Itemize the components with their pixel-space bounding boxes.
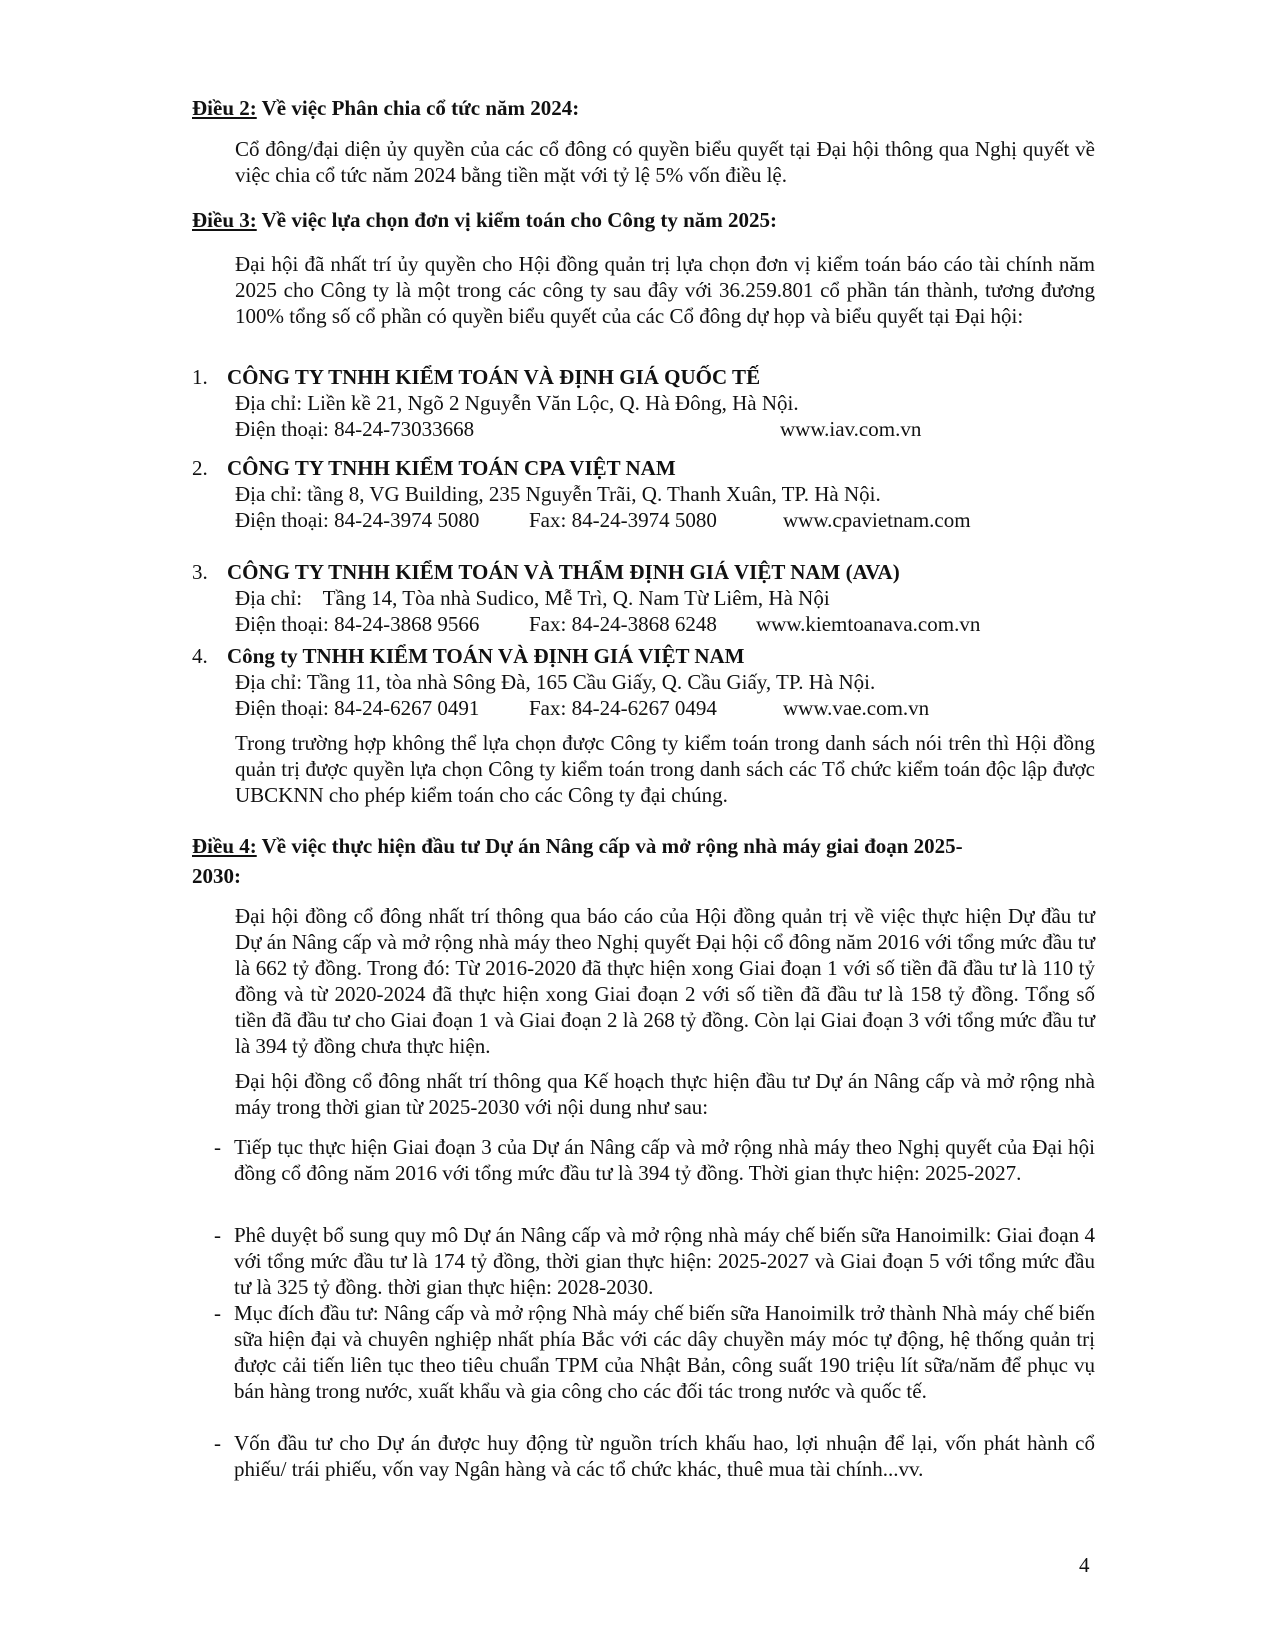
dieu3-closing-paragraph: Trong trường hợp không thể lựa chọn được Công ty kiểm toán trong danh sách nói trên thì Hội đồng quản trị được quyền lựa chọn Công ty kiểm toán trong danh sách các Tổ chức kiểm toán độc lập được UBCKNN cho phép kiểm toán cho các Công ty đại chúng. bbox=[235, 731, 1095, 807]
dieu2-title: Về việc Phân chia cổ tức năm 2024: bbox=[256, 96, 580, 120]
company-3-website: www.kiemtoanava.com.vn bbox=[756, 612, 981, 636]
company-3-address: Địa chỉ: Tầng 14, Tòa nhà Sudico, Mễ Trì, Q. Nam Từ Liêm, Hà Nội bbox=[235, 586, 830, 610]
company-1-name: CÔNG TY TNHH KIỂM TOÁN VÀ ĐỊNH GIÁ QUỐC TẾ bbox=[227, 365, 761, 389]
company-2-name: CÔNG TY TNHH KIỂM TOÁN CPA VIỆT NAM bbox=[227, 456, 676, 480]
dieu4-paragraph-1: Đại hội đồng cổ đông nhất trí thông qua báo cáo của Hội đồng quản trị về việc thực hiện Dự đầu tư Dự án Nâng cấp và mở rộng nhà máy theo Nghị quyết Đại hội cổ đông năm 2016 với tổng mức đầu tư là 662 tỷ đồng. Trong đó: Từ 2016-2020 đã thực hiện xong Giai đoạn 1 với số tiền đã đầu tư là 110 tỷ đồng và từ 2020-2024 đã thực hiện xong Giai đoạn 2 với số tiền đã đầu tư là 158 tỷ đồng. Tổng số tiền đã đầu tư cho Giai đoạn 1 và Giai đoạn 2 là 268 tỷ đồng. Còn lại Giai đoạn 3 với tổng mức đầu tư là 394 tỷ đồng chưa thực hiện. bbox=[235, 904, 1096, 1058]
dieu2-paragraph: Cổ đông/đại diện ủy quyền của các cổ đông có quyền biểu quyết tại Đại hội thông qua Nghị quyết về việc chia cổ tức năm 2024 bằng tiền mặt với tỷ lệ 5% vốn điều lệ. bbox=[235, 137, 1095, 187]
bullet-text: Vốn đầu tư cho Dự án được huy động từ nguồn trích khấu hao, lợi nhuận để lại, vốn phát hành cổ phiếu/ trái phiếu, vốn vay Ngân hàng và các tổ chức khác, thuê mua tài chính...vv. bbox=[234, 1431, 1095, 1481]
bullet-dash: - bbox=[214, 1301, 221, 1325]
bullet-dash: - bbox=[214, 1223, 221, 1247]
company-2-website: www.cpavietnam.com bbox=[783, 508, 971, 532]
company-1-number: 1. bbox=[192, 365, 208, 389]
company-3-number: 3. bbox=[192, 560, 208, 584]
company-3-fax: Fax: 84-24-3868 6248 bbox=[529, 612, 717, 636]
dieu2-heading bbox=[192, 93, 1092, 123]
company-2-number: 2. bbox=[192, 456, 208, 480]
company-3-phone: Điện thoại: 84-24-3868 9566 bbox=[235, 612, 480, 636]
dieu4-bullet-3 bbox=[214, 1300, 1095, 1404]
page-number: 4 bbox=[1079, 1553, 1090, 1577]
dieu4-title-line2: 2030: bbox=[192, 864, 241, 888]
dieu4-bullet-2 bbox=[214, 1222, 1095, 1300]
bullet-dash: - bbox=[214, 1431, 221, 1455]
bullet-dash: - bbox=[214, 1135, 221, 1159]
company-1-phone: Điện thoại: 84-24-73033668 bbox=[235, 417, 475, 441]
dieu4-paragraph-2: Đại hội đồng cổ đông nhất trí thông qua Kế hoạch thực hiện đầu tư Dự án Nâng cấp và mở rộng nhà máy trong thời gian từ 2025-2030 với nội dung như sau: bbox=[235, 1069, 1095, 1119]
company-4-phone: Điện thoại: 84-24-6267 0491 bbox=[235, 696, 480, 720]
dieu4-bullet-4 bbox=[214, 1430, 1095, 1482]
dieu4-title-line1: Về việc thực hiện đầu tư Dự án Nâng cấp và mở rộng nhà máy giai đoạn 2025- bbox=[256, 834, 963, 858]
dieu3-paragraph: Đại hội đã nhất trí ủy quyền cho Hội đồng quản trị lựa chọn đơn vị kiểm toán báo cáo tài chính năm 2025 cho Công ty là một trong các công ty sau đây với 36.259.801 cổ phần tán thành, tương đương 100% tổng số cổ phần có quyền biểu quyết của các Cổ đông dự họp và biểu quyết tại Đại hội: bbox=[235, 252, 1095, 328]
dieu4-label: Điều 4: bbox=[192, 834, 257, 858]
company-1-website: www.iav.com.vn bbox=[780, 417, 922, 441]
dieu3-title: Về việc lựa chọn đơn vị kiểm toán cho Công ty năm 2025: bbox=[256, 208, 778, 232]
bullet-text: Tiếp tục thực hiện Giai đoạn 3 của Dự án Nâng cấp và mở rộng nhà máy theo Nghị quyết của Đại hội đồng cổ đông năm 2016 với tổng mức đầu tư là 394 tỷ đồng. Thời gian thực hiện: 2025-2027. bbox=[234, 1135, 1095, 1185]
company-1-address: Địa chỉ: Liền kề 21, Ngõ 2 Nguyễn Văn Lộc, Q. Hà Đông, Hà Nội. bbox=[235, 391, 799, 415]
company-2-address: Địa chỉ: tầng 8, VG Building, 235 Nguyễn Trãi, Q. Thanh Xuân, TP. Hà Nội. bbox=[235, 482, 881, 506]
company-3-name: CÔNG TY TNHH KIỂM TOÁN VÀ THẨM ĐỊNH GIÁ VIỆT NAM (AVA) bbox=[227, 560, 900, 584]
company-4-website: www.vae.com.vn bbox=[783, 696, 930, 720]
company-2-fax: Fax: 84-24-3974 5080 bbox=[529, 508, 717, 532]
dieu3-label: Điều 3: bbox=[192, 208, 257, 232]
company-4-name: Công ty TNHH KIỂM TOÁN VÀ ĐỊNH GIÁ VIỆT NAM bbox=[227, 644, 745, 668]
company-4-fax: Fax: 84-24-6267 0494 bbox=[529, 696, 717, 720]
dieu2-label: Điều 2: bbox=[192, 96, 257, 120]
company-2-phone: Điện thoại: 84-24-3974 5080 bbox=[235, 508, 480, 532]
company-4-number: 4. bbox=[192, 644, 208, 668]
company-4-address: Địa chỉ: Tầng 11, tòa nhà Sông Đà, 165 Cầu Giấy, Q. Cầu Giấy, TP. Hà Nội. bbox=[235, 670, 876, 694]
dieu4-bullet-1 bbox=[214, 1134, 1095, 1186]
dieu3-heading bbox=[192, 205, 1092, 235]
bullet-text: Mục đích đầu tư: Nâng cấp và mở rộng Nhà máy chế biến sữa Hanoimilk trở thành Nhà máy chế biến sữa hiện đại và chuyên nghiệp nhất phía Bắc với các dây chuyền máy móc tự động, hệ thống quản trị được cải tiến liên tục theo tiêu chuẩn TPM của Nhật Bản, công suất 190 triệu lít sữa/năm để phục vụ bán hàng trong nước, xuất khẩu và gia công cho các đối tác trong nước và quốc tế. bbox=[234, 1301, 1095, 1403]
dieu4-heading bbox=[192, 831, 1092, 891]
bullet-text: Phê duyệt bổ sung quy mô Dự án Nâng cấp và mở rộng nhà máy chế biến sữa Hanoimilk: Giai đoạn 4 với tổng mức đầu tư là 174 tỷ đồng, thời gian thực hiện: 2025-2027 và Giai đoạn 5 với tổng mức đầu tư là 325 tỷ đồng. thời gian thực hiện: 2028-2030. bbox=[234, 1223, 1095, 1299]
